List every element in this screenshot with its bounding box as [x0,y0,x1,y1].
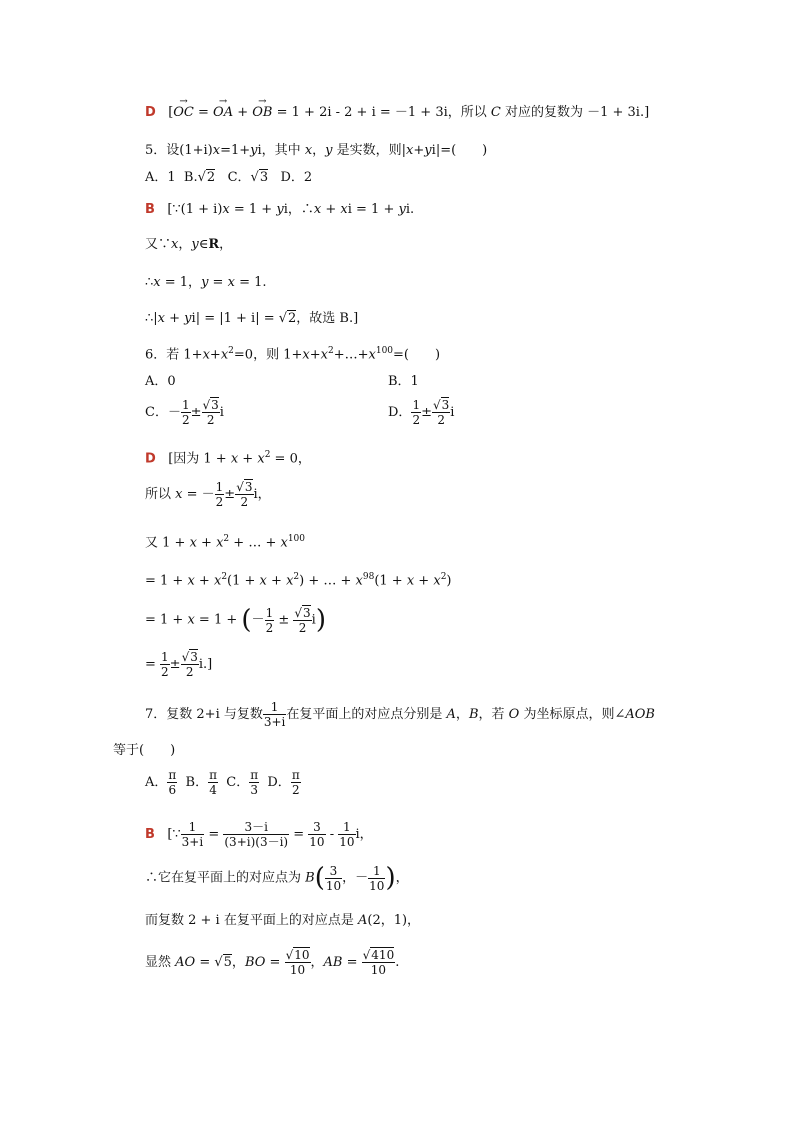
q6-option-a: A．0 [145,374,176,389]
q7-step-1: B [∵ $\frac{1}{3+i}$ = $\frac{3-i}{(3+i)(3-i)}$ = $\frac{3}{10}$ - $\frac{1}{10}$ i， [145,820,373,849]
q6-step-5: = 1 + x = 1 + (－ $\frac{1}{2}$ ± $\frac{√3}{2}$ i) [145,605,326,635]
q5-options: A．1 B.√2 C．√3 D．2 [145,170,313,185]
q7-step-3: 而复数 2 + i 在复平面上的对应点是 A(2，1)， [145,913,421,928]
q6-step-4: = $1 + x + x^2(1 + x + x^2)$ + … + $x^{98}(1 + x + x^2)$ [145,572,452,589]
q7-step-4: 显然 AO = √5，BO = $\frac{√10}{10}$ ，AB = $\frac{√410}{10}$ . [145,948,400,977]
q5-step-3: ∴x = 1，y = x = 1. [145,275,267,290]
q6-option-b: B．1 [388,374,419,389]
q6-step-3: 又 $1 + x + x^2$ + … + $x^{100}$ [145,534,306,551]
q7-step-2: ∴它在复平面上的对应点为 B( $\frac{3}{10}$ ，－ $\frac{1}{10}$ )， [145,863,409,893]
q5-step-1: B [∵(1 + i)x = 1 + yi，∴x + xi = 1 + yi. [145,202,415,217]
q4-answer: D [145,105,156,120]
q6-stem: 6．若 $1+x+x^2=0$，则 $1+x+x^2+\dots+x^{100}=$( ) [145,346,441,363]
q6-answer: D [145,451,156,467]
q7-options: A． $\frac{\pi}{6}$ B． $\frac{\pi}{4}$ C． $\frac{\pi}{3}$ D． $\frac{\pi}{2}$ [145,768,300,797]
q5-stem: 5．设(1+i)x=1+yi，其中 x，y 是实数，则|x+yi|=( ) [145,143,488,158]
q6-step-1: D [因为 $1 + x + x^2 = 0$， [145,450,311,467]
q7-stem-cont: 等于( ) [113,743,176,758]
q7-answer: B [145,827,155,842]
q5-step-2: 又∵x，y∈R， [145,237,233,252]
q4-solution: D [→ OC = → OA + → OB = 1 + 2i - 2 + i = －1 + 3i，所以 C 对应的复数为 －1 + 3i.] [145,104,649,122]
q6-step-6: = $\frac{1}{2}$ ± $\frac{√3}{2}$ i.] [145,650,213,679]
q5-answer: B [145,202,155,217]
q6-option-c: C．－ $\frac{1}{2}$ ± $\frac{√3}{2}$ i [145,398,224,427]
q6-step-2: 所以 x = － $\frac{1}{2}$ ± $\frac{√3}{2}$ i， [145,480,271,509]
q5-step-4: ∴|x + yi| = |1 + i| = √2，故选 B.] [145,311,359,326]
q7-stem: 7．复数 2+i 与复数 $\frac{1}{3+i}$ 在复平面上的对应点分别是 A，B，若 O 为坐标原点，则∠AOB [145,700,655,729]
q6-option-d: D． $\frac{1}{2}$ ± $\frac{√3}{2}$ i [388,398,455,427]
